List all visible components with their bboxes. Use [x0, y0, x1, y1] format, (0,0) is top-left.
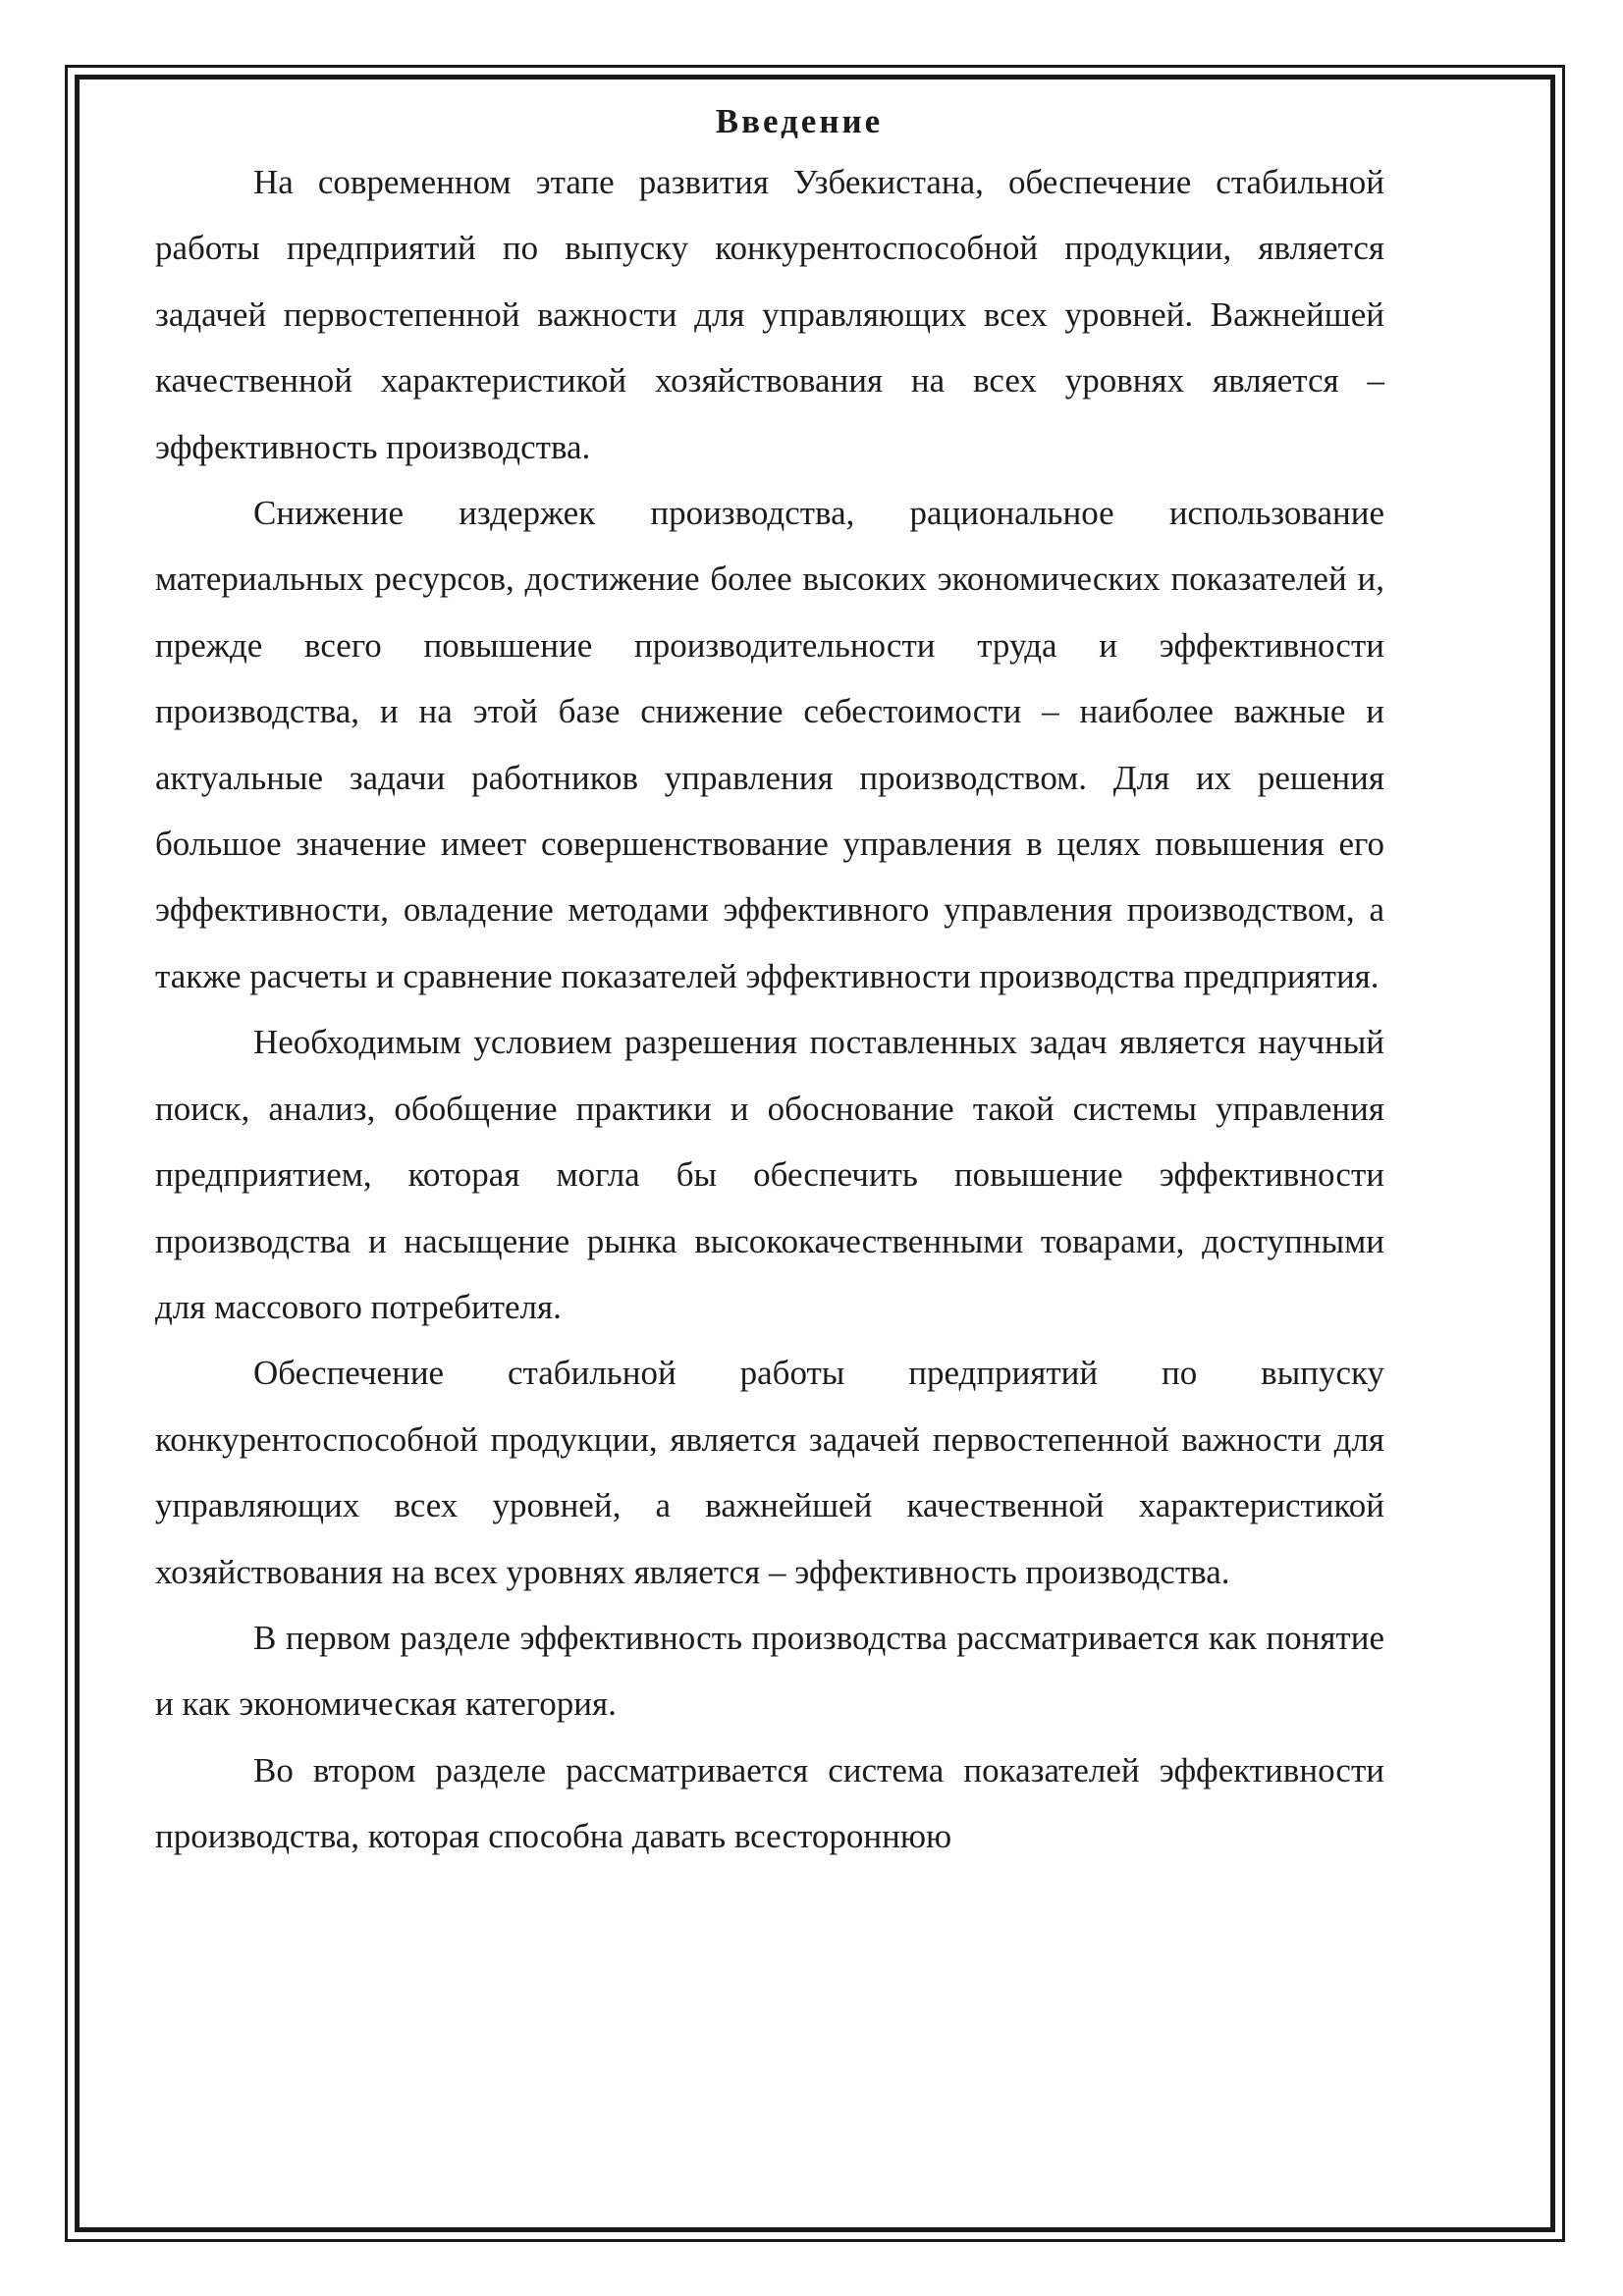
paragraph: На современном этапе развития Узбекистана, обеспечение стабильной работы предприятий по выпуску конкурентоспособной продукции, является задачей первостепенной важности для управляющих всех уровней. Важнейшей качественной характеристикой хозяйствования на всех уровнях является – эффективность производства.: [155, 163, 1384, 466]
paragraph: В первом разделе эффективность производства рассматривается как понятие и как экономическая категория.: [155, 1618, 1384, 1724]
paragraph: Во втором разделе рассматривается система показателей эффективности производства, которая способна давать всестороннюю: [155, 1750, 1384, 1856]
section-title: Введение: [715, 102, 884, 140]
paragraph: Обеспечение стабильной работы предприятий по выпуску конкурентоспособной продукции, является задачей первостепенной важности для управляющих всех уровней, а важнейшей качественной характеристикой хозяйствования на всех уровнях является – эффективность производства.: [155, 1354, 1384, 1591]
document-body: [155, 94, 1384, 1870]
paragraph: Снижение издержек производства, рациональное использование материальных ресурсов, достижение более высоких экономических показателей и, прежде всего повышение производительности труда и эффективности производства, и на этой базе снижение себестоимости – наиболее важные и актуальные задачи работников управления производством. Для их решения большое значение имеет совершенствование управления в целях повышения его эффективности, овладение методами эффективного управления производством, а также расчеты и сравнение показателей эффективности производства предприятия.: [155, 494, 1384, 995]
paragraph: Необходимым условием разрешения поставленных задач является научный поиск, анализ, обобщение практики и обоснование такой системы управления предприятием, которая могла бы обеспечить повышение эффективности производства и насыщение рынка высококачественными товарами, доступными для массового потребителя.: [155, 1023, 1384, 1326]
